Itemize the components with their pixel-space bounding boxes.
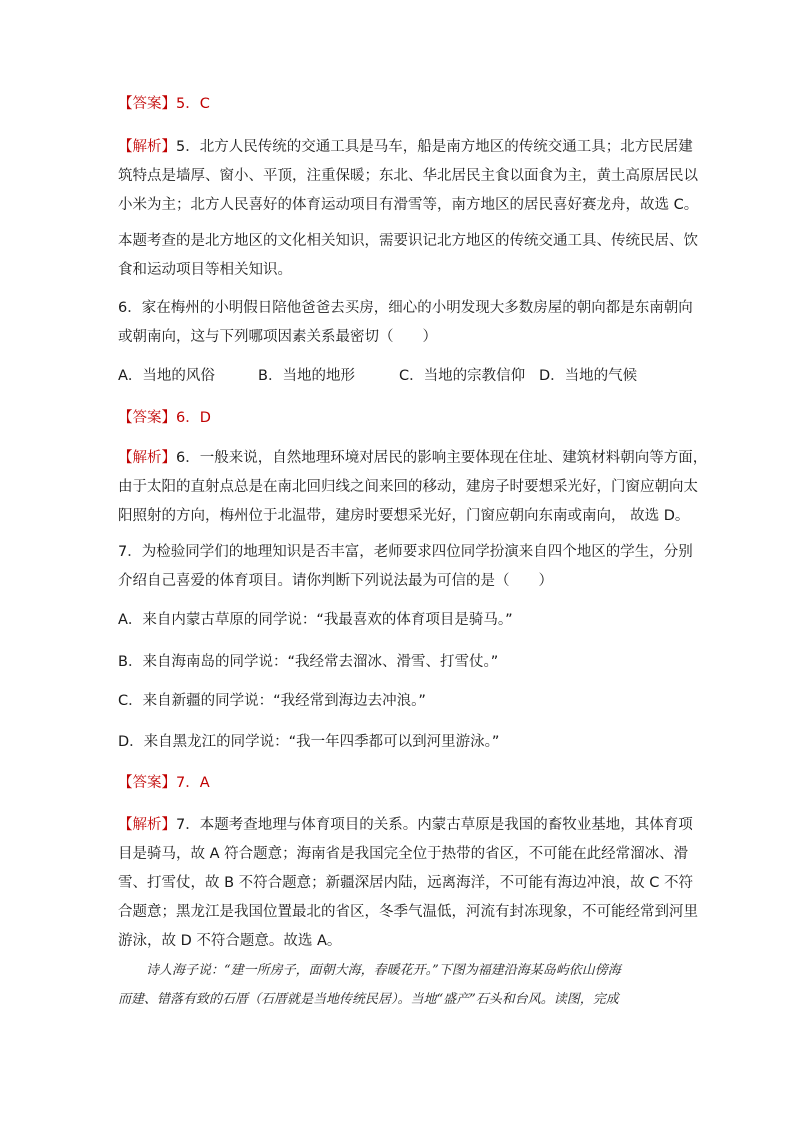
analysis-line: 游泳，故 D 不符合题意。故选 A。 [118,933,342,949]
answer-tag: 【答案】 [118,775,176,791]
q6-stem [118,294,693,352]
analysis-line: 筑特点是墙厚、窗小、平顶，注重保暖；东北、华北居民主食以面食为主，黄土高原居民以 [118,168,698,184]
answer-tag: 【答案】 [118,410,176,426]
q7-option-d-row [118,728,678,757]
next-question-intro [118,956,678,1014]
analysis-tag: 【解析】 [118,139,176,155]
note-line: 本题考查的是北方地区的文化相关知识，需要识记北方地区的传统交通工具、传统民居、饮 [118,233,698,249]
option-a: A．来自内蒙古草原的同学说：“我最喜欢的体育项目是骑马。” [118,612,513,628]
option-b: B．当地的地形 [258,368,355,384]
answer-tag: 【答案】 [118,96,176,112]
stem-line: 介绍自己喜爱的体育项目。请你判断下列说法最为可信的是（ ） [118,573,553,589]
analysis-line: 5．北方人民传统的交通工具是马车，船是南方地区的传统交通工具；北方民居建 [176,139,693,155]
note-line: 食和运动项目等相关知识。 [118,262,292,278]
stem-line: 或朝南向，这与下列哪项因素关系最密切（ ） [118,329,437,345]
q7-analysis [118,811,698,956]
analysis-line: 7．本题考查地理与体育项目的关系。内蒙古草原是我国的畜牧业基地，其体育项 [176,817,693,833]
q7-option-c-row [118,687,678,716]
analysis-line: 雪、打雪仗，故 B 不符合题意；新疆深居内陆，远离海洋，不可能有海边冲浪，故 C 不符 [118,875,694,891]
option-c: C．来自新疆的同学说：“我经常到海边去冲浪。” [118,693,426,709]
q7-answer [118,769,678,798]
analysis-line: 小米为主；北方人民喜好的体育运动项目有滑雪等，南方地区的居民喜好赛龙舟，故选 C。 [118,197,699,213]
analysis-line: 目是骑马，故 A 符合题意；海南省是我国完全位于热带的省区，不可能在此经常溜冰、滑 [118,846,689,862]
stem-line: 7．为检验同学们的地理知识是否丰富，老师要求四位同学扮演来自四个地区的学生，分别 [118,544,693,560]
answer-value: 6．D [176,410,211,426]
q7-stem [118,538,693,596]
option-d: D．来自黑龙江的同学说：“我一年四季都可以到河里游泳。” [118,734,500,750]
intro-line: 诗人海子说：“建一所房子，面朝大海，春暖花开。”下图为福建沿海某岛屿依山傍海 [146,963,621,978]
option-a: A．当地的风俗 [118,368,215,384]
q6-analysis [118,444,708,531]
stem-line: 6．家在梅州的小明假日陪他爸爸去买房，细心的小明发现大多数房屋的朝向都是东南朝向 [118,300,693,316]
answer-value: 5．C [176,96,210,112]
analysis-line: 由于太阳的直射点总是在南北回归线之间来回的移动，建房子时要想采光好，门窗应朝向太 [118,479,698,495]
q5-note [118,227,698,285]
intro-line: 而建、错落有致的石厝（石厝就是当地传统民居）。当地“盛产”石头和台风。读图，完成 [118,992,619,1007]
q7-option-b-row [118,648,678,677]
q5-answer [118,90,678,119]
q5-analysis [118,133,699,220]
analysis-tag: 【解析】 [118,450,176,466]
option-d: D．当地的气候 [539,368,638,384]
analysis-tag: 【解析】 [118,817,176,833]
q6-answer [118,404,678,433]
option-b: B．来自海南岛的同学说：“我经常去溜冰、滑雪、打雪仗。” [118,654,499,670]
analysis-line: 6．一般来说，自然地理环境对居民的影响主要体现在住址、建筑材料朝向等方面， [176,450,708,466]
option-c: C．当地的宗教信仰 [399,368,526,384]
q7-option-a-row [118,606,678,635]
q6-options [118,362,698,391]
analysis-line: 阳照射的方向，梅州位于北温带，建房时要想采光好，门窗应朝向东南或南向， 故选 D。 [118,508,690,524]
analysis-line: 合题意；黑龙江是我国位置最北的省区，冬季气温低，河流有封冻现象，不可能经常到河里 [118,904,698,920]
answer-value: 7．A [176,775,210,791]
